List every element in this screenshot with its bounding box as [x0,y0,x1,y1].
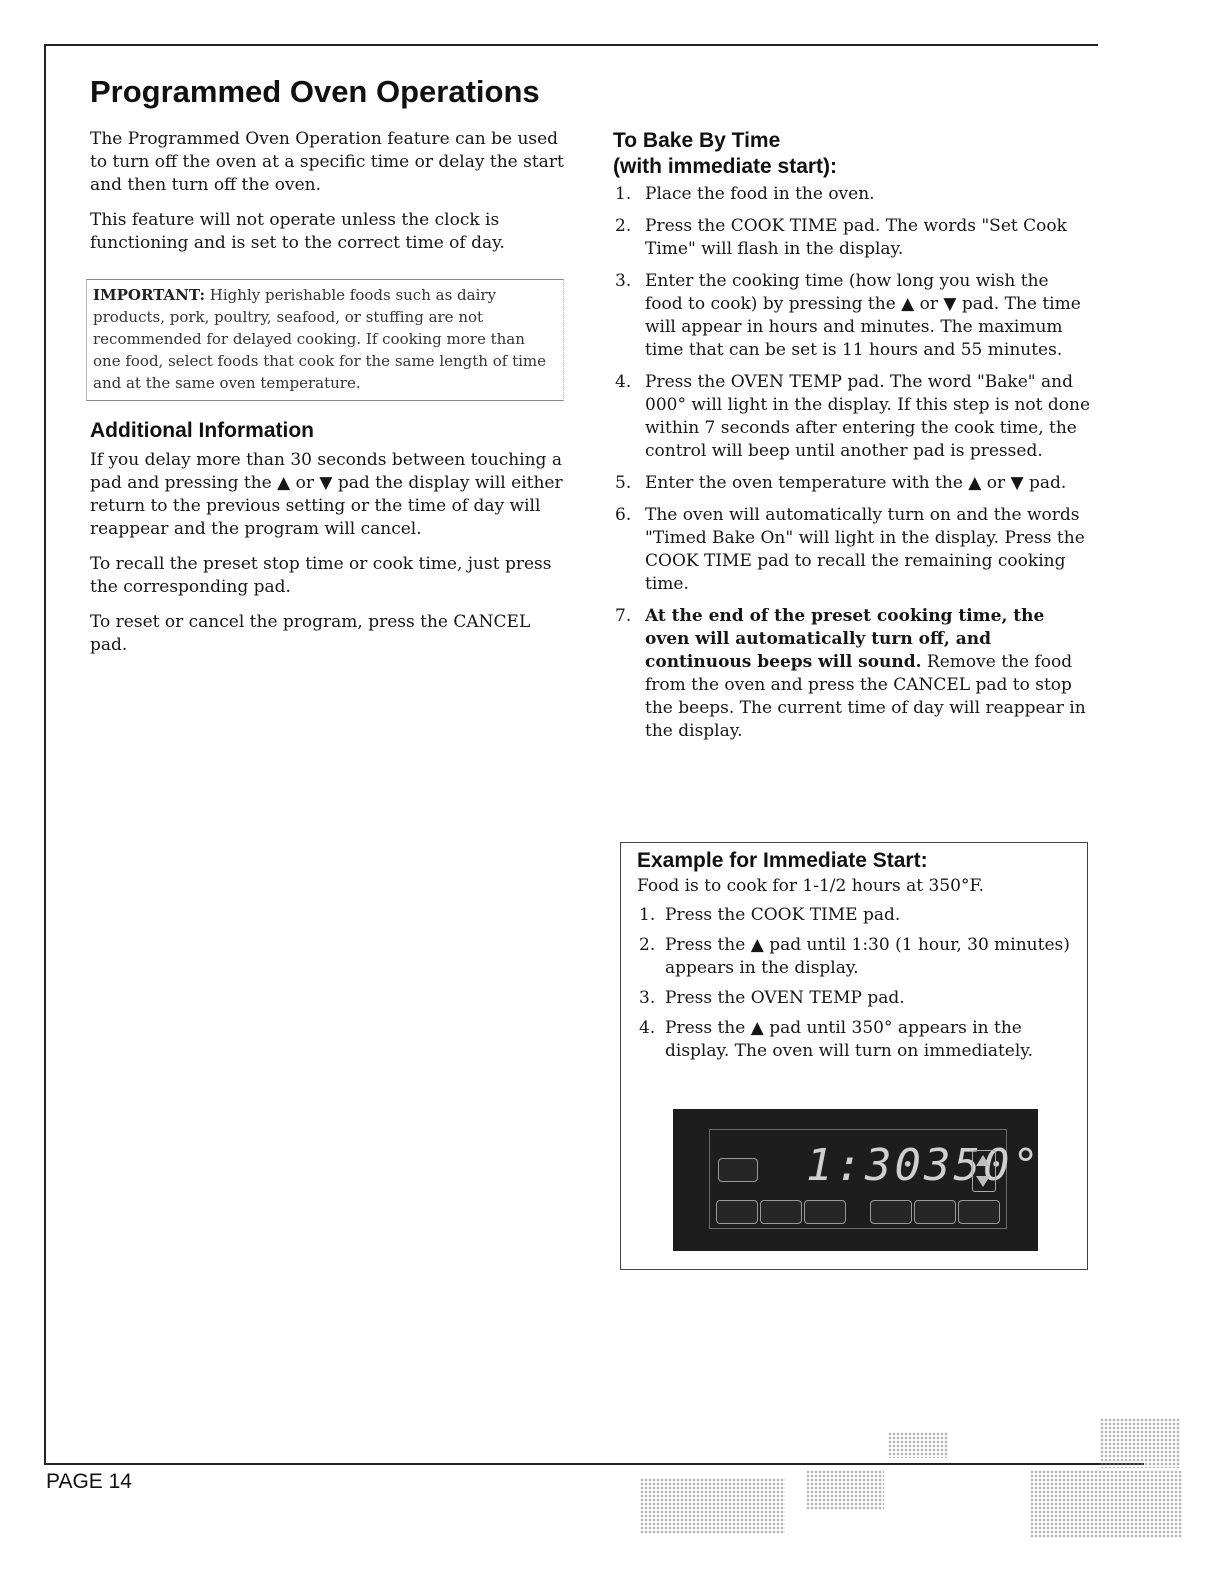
additional-info-heading: Additional Information [90,419,314,442]
list-item [613,472,1091,495]
display-readout: 1:30350° [806,1140,1042,1191]
left-rule [44,44,46,1464]
step-number: 4. [639,1018,656,1038]
top-rule [44,44,1098,46]
step-number: 7. [615,606,632,626]
list-item [613,270,1091,362]
arrow-up-icon [976,1155,990,1166]
step-text: Press the OVEN TEMP pad. The word "Bake" and 000° will light in the display. If this step is not done within 7 seconds after entering the cook time, the control will beep until another pad is pressed. [645,372,1091,461]
scan-noise [1030,1470,1182,1538]
list-item [613,215,1091,261]
additional-paragraph-2: To recall the preset stop time or cook time, just press the corresponding pad. [90,554,552,597]
step-text: Enter the oven temperature with the ▲ or ▼ pad. [645,473,1067,493]
step-number: 4. [615,372,632,392]
panel-pad-illustration [958,1200,1000,1224]
step-text: Press the COOK TIME pad. [665,905,901,925]
list-item [637,904,1073,927]
step-number: 1. [615,184,632,204]
list-item [637,934,1073,980]
step-text: Press the ▲ pad until 1:30 (1 hour, 30 minutes) appears in the display. [665,935,1070,978]
step-number: 3. [639,988,656,1008]
scan-noise [888,1432,948,1458]
page-number: PAGE 14 [46,1470,132,1493]
up-down-arrow-pad-illustration [972,1150,996,1192]
additional-paragraph-1: If you delay more than 30 seconds between touching a pad and pressing the ▲ or ▼ pad the display will either return to the previous setting or the time of day will reappear and the program will cancel. [90,450,563,539]
step-text: Enter the cooking time (how long you wish the food to cook) by pressing the ▲ or ▼ pad. The time will appear in hours and minutes. The maximum time that can be set is 11 hours and 55 minutes. [645,271,1081,360]
control-panel-frame [709,1129,1042,1229]
step-number: 1. [639,905,656,925]
step-text: Remove the food from the oven and press the CANCEL pad to stop the beeps. The current time of day will reappear in the display. [645,652,1086,741]
panel-pad-illustration [760,1200,802,1224]
panel-pad-illustration [914,1200,956,1224]
list-item [613,605,1091,743]
important-label: IMPORTANT: [93,286,206,304]
example-intro: Food is to cook for 1-1/2 hours at 350°F. [637,876,984,896]
step-text: Place the food in the oven. [645,184,875,204]
right-column [613,128,1091,752]
step-number: 3. [615,271,632,291]
list-item [637,1017,1073,1063]
step-number: 2. [615,216,632,236]
bottom-rule [44,1463,1144,1465]
scan-noise [640,1478,785,1534]
important-text: Highly perishable foods such as dairy products, pork, poultry, seafood, or stuffing are not recommended for delayed cooking. If cooking more than one food, select foods that cook for the same length of time and at the same oven temperature. [93,286,546,392]
list-item [613,371,1091,463]
example-heading: Example for Immediate Start: [637,849,928,872]
list-item [613,504,1091,596]
cancel-pad-illustration [718,1158,758,1182]
scan-noise [806,1470,884,1510]
page-title: Programmed Oven Operations [90,74,540,109]
step-text: Press the OVEN TEMP pad. [665,988,905,1008]
intro-paragraph-1: The Programmed Oven Operation feature can be used to turn off the oven at a specific time or delay the start and then turn off the oven. [90,129,564,195]
panel-pad-illustration [804,1200,846,1224]
step-number: 2. [639,935,656,955]
example-steps-list [637,904,1073,1063]
arrow-down-icon [976,1176,990,1187]
bake-by-time-heading-line-2: (with immediate start): [613,155,838,178]
bake-by-time-heading-line-1: To Bake By Time [613,129,781,152]
important-notice [86,279,564,401]
step-bold-text: At the end of the preset cooking time, the oven will automatically turn off, and continuous beeps will sound. [645,606,1045,672]
panel-pad-illustration [870,1200,912,1224]
step-number: 5. [615,473,632,493]
example-box [620,842,1088,1270]
step-text: The oven will automatically turn on and the words "Timed Bake On" will light in the display. Press the COOK TIME pad to recall the remaining cooking time. [645,505,1085,594]
scan-noise [1100,1418,1180,1468]
step-number: 6. [615,505,632,525]
additional-paragraph-3: To reset or cancel the program, press the CANCEL pad. [90,612,531,655]
list-item [613,183,1091,206]
intro-paragraph-2: This feature will not operate unless the clock is functioning and is set to the correct time of day. [90,210,505,253]
panel-pad-illustration [716,1200,758,1224]
bake-by-time-heading [613,128,1091,180]
oven-control-panel-illustration [673,1109,1042,1251]
bake-steps-list [613,183,1091,743]
step-text: Press the ▲ pad until 350° appears in the display. The oven will turn on immediately. [665,1018,1034,1061]
left-column [90,128,570,669]
list-item [637,987,1073,1010]
step-text: Press the COOK TIME pad. The words "Set Cook Time" will flash in the display. [645,216,1067,259]
